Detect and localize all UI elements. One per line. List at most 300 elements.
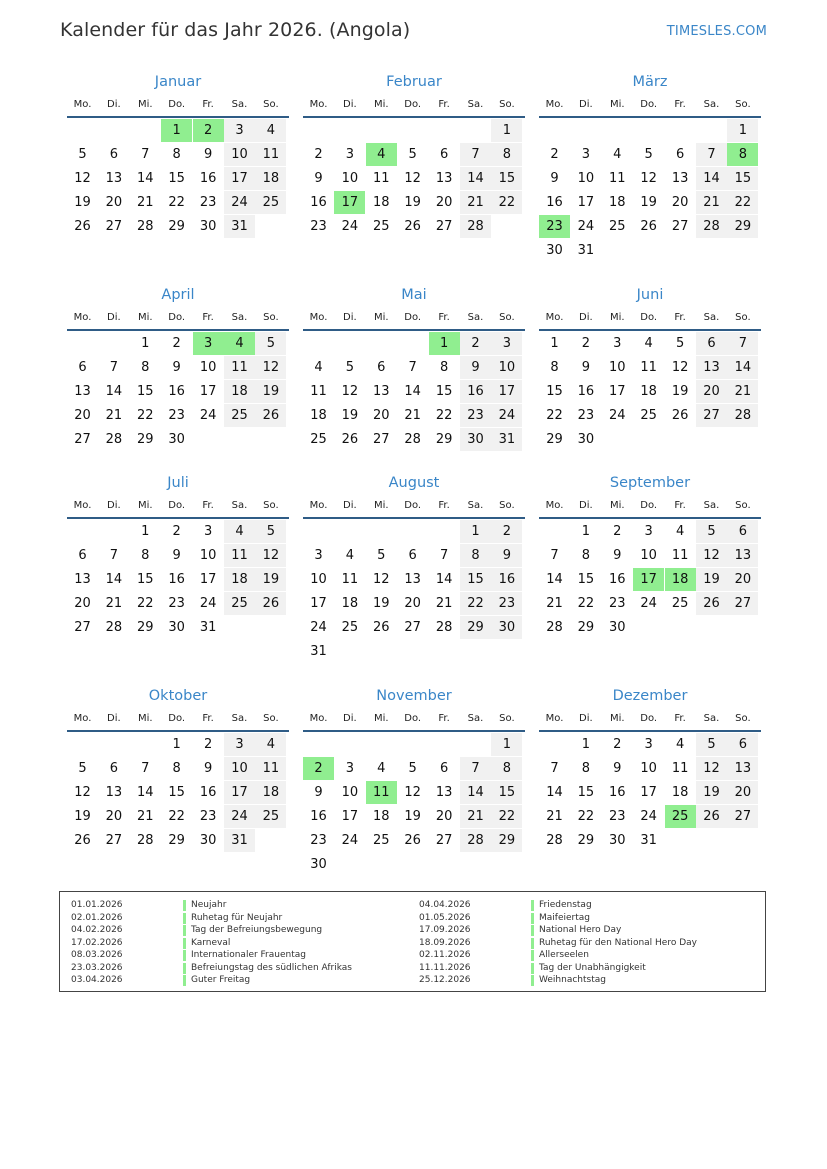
day-cell[interactable]: 30 — [199, 219, 217, 234]
day-cell[interactable]: 1 — [460, 520, 491, 543]
day-cell[interactable]: 15 — [460, 568, 491, 591]
day-cell[interactable]: 14 — [105, 572, 123, 587]
day-cell[interactable]: 31 — [640, 833, 657, 848]
holiday-day-cell[interactable]: 3 — [193, 332, 224, 355]
day-cell[interactable]: 19 — [255, 568, 286, 591]
day-cell[interactable]: 10 — [199, 548, 217, 563]
day-cell[interactable]: 3 — [644, 524, 653, 539]
day-cell[interactable]: 24 — [491, 404, 522, 427]
day-cell[interactable]: 8 — [491, 143, 522, 166]
day-cell[interactable]: 30 — [168, 620, 185, 635]
day-cell[interactable]: 3 — [224, 733, 255, 756]
day-cell[interactable]: 3 — [613, 336, 622, 351]
day-cell[interactable]: 24 — [577, 219, 595, 234]
day-cell[interactable]: 7 — [109, 548, 119, 563]
day-cell[interactable]: 3 — [203, 524, 213, 539]
day-cell[interactable]: 6 — [727, 733, 758, 756]
day-cell[interactable]: 25 — [373, 833, 390, 848]
day-cell[interactable]: 28 — [105, 432, 123, 447]
holiday-day-cell[interactable]: 4 — [224, 332, 255, 355]
day-cell[interactable]: 1 — [491, 733, 522, 756]
day-cell[interactable]: 17 — [310, 596, 327, 611]
day-cell[interactable]: 2 — [172, 336, 181, 351]
day-cell[interactable]: 27 — [74, 432, 91, 447]
holiday-day-cell[interactable]: 8 — [727, 143, 758, 166]
day-cell[interactable]: 9 — [203, 147, 213, 162]
day-cell[interactable]: 19 — [74, 195, 91, 210]
day-cell[interactable]: 12 — [671, 360, 689, 375]
day-cell[interactable]: 30 — [491, 616, 522, 639]
day-cell[interactable]: 5 — [696, 520, 727, 543]
day-cell[interactable]: 18 — [341, 596, 359, 611]
day-cell[interactable]: 24 — [224, 191, 255, 214]
day-cell[interactable]: 11 — [224, 544, 255, 567]
day-cell[interactable]: 4 — [644, 336, 653, 351]
day-cell[interactable]: 24 — [310, 620, 327, 635]
day-cell[interactable]: 30 — [199, 833, 217, 848]
day-cell[interactable]: 21 — [137, 195, 154, 210]
day-cell[interactable]: 27 — [727, 592, 758, 615]
day-cell[interactable]: 19 — [696, 568, 727, 591]
day-cell[interactable]: 31 — [491, 428, 522, 451]
day-cell[interactable]: 25 — [671, 596, 689, 611]
day-cell[interactable]: 28 — [137, 219, 154, 234]
holiday-day-cell[interactable]: 25 — [665, 805, 696, 828]
day-cell[interactable]: 20 — [727, 781, 758, 804]
day-cell[interactable]: 4 — [255, 733, 286, 756]
day-cell[interactable]: 20 — [727, 568, 758, 591]
day-cell[interactable]: 15 — [546, 384, 563, 399]
holiday-day-cell[interactable]: 17 — [334, 191, 365, 214]
day-cell[interactable]: 4 — [314, 360, 323, 375]
day-cell[interactable]: 11 — [640, 360, 657, 375]
day-cell[interactable]: 2 — [172, 524, 181, 539]
day-cell[interactable]: 24 — [199, 596, 217, 611]
day-cell[interactable]: 12 — [696, 544, 727, 567]
day-cell[interactable]: 22 — [168, 195, 185, 210]
day-cell[interactable]: 14 — [727, 356, 758, 379]
site-link[interactable]: TIMESLES.COM — [666, 24, 767, 39]
day-cell[interactable]: 29 — [546, 432, 563, 447]
day-cell[interactable]: 1 — [581, 524, 591, 539]
day-cell[interactable]: 27 — [435, 833, 453, 848]
day-cell[interactable]: 22 — [137, 596, 154, 611]
day-cell[interactable]: 15 — [435, 384, 453, 399]
day-cell[interactable]: 25 — [341, 620, 359, 635]
day-cell[interactable]: 10 — [609, 360, 626, 375]
day-cell[interactable]: 25 — [224, 592, 255, 615]
day-cell[interactable]: 10 — [341, 171, 359, 186]
day-cell[interactable]: 9 — [172, 548, 181, 563]
day-cell[interactable]: 23 — [199, 195, 217, 210]
day-cell[interactable]: 16 — [609, 572, 626, 587]
day-cell[interactable]: 9 — [613, 548, 622, 563]
day-cell[interactable]: 18 — [224, 568, 255, 591]
day-cell[interactable]: 13 — [435, 171, 453, 186]
day-cell[interactable]: 3 — [491, 332, 522, 355]
day-cell[interactable]: 3 — [224, 119, 255, 142]
day-cell[interactable]: 28 — [460, 829, 491, 852]
day-cell[interactable]: 1 — [727, 119, 758, 142]
day-cell[interactable]: 26 — [255, 404, 286, 427]
day-cell[interactable]: 2 — [613, 737, 622, 752]
day-cell[interactable]: 24 — [199, 408, 217, 423]
day-cell[interactable]: 11 — [310, 384, 327, 399]
day-cell[interactable]: 29 — [435, 432, 453, 447]
day-cell[interactable]: 18 — [640, 384, 657, 399]
day-cell[interactable]: 13 — [671, 171, 689, 186]
day-cell[interactable]: 29 — [577, 833, 595, 848]
day-cell[interactable]: 12 — [74, 785, 91, 800]
day-cell[interactable]: 25 — [310, 432, 327, 447]
day-cell[interactable]: 14 — [460, 167, 491, 190]
day-cell[interactable]: 22 — [168, 809, 185, 824]
day-cell[interactable]: 24 — [224, 805, 255, 828]
day-cell[interactable]: 12 — [404, 785, 421, 800]
day-cell[interactable]: 19 — [341, 408, 359, 423]
day-cell[interactable]: 12 — [640, 171, 657, 186]
day-cell[interactable]: 20 — [696, 380, 727, 403]
day-cell[interactable]: 3 — [314, 548, 323, 563]
day-cell[interactable]: 26 — [341, 432, 359, 447]
day-cell[interactable]: 30 — [577, 432, 595, 447]
day-cell[interactable]: 27 — [435, 219, 453, 234]
day-cell[interactable]: 30 — [168, 432, 185, 447]
day-cell[interactable]: 18 — [373, 195, 390, 210]
day-cell[interactable]: 10 — [577, 171, 595, 186]
day-cell[interactable]: 13 — [74, 572, 91, 587]
day-cell[interactable]: 7 — [550, 761, 559, 776]
day-cell[interactable]: 6 — [439, 761, 449, 776]
day-cell[interactable]: 9 — [460, 356, 491, 379]
day-cell[interactable]: 29 — [137, 620, 154, 635]
day-cell[interactable]: 16 — [199, 171, 217, 186]
day-cell[interactable]: 15 — [577, 572, 595, 587]
day-cell[interactable]: 4 — [675, 737, 685, 752]
day-cell[interactable]: 26 — [696, 805, 727, 828]
day-cell[interactable]: 28 — [105, 620, 123, 635]
day-cell[interactable]: 25 — [255, 805, 286, 828]
day-cell[interactable]: 8 — [141, 360, 150, 375]
day-cell[interactable]: 3 — [644, 737, 653, 752]
day-cell[interactable]: 16 — [546, 195, 563, 210]
day-cell[interactable]: 5 — [408, 147, 417, 162]
day-cell[interactable]: 16 — [460, 380, 491, 403]
day-cell[interactable]: 8 — [439, 360, 449, 375]
day-cell[interactable]: 30 — [609, 620, 626, 635]
day-cell[interactable]: 18 — [224, 380, 255, 403]
day-cell[interactable]: 15 — [491, 167, 522, 190]
day-cell[interactable]: 6 — [109, 147, 119, 162]
day-cell[interactable]: 18 — [255, 781, 286, 804]
day-cell[interactable]: 12 — [74, 171, 91, 186]
day-cell[interactable]: 6 — [727, 520, 758, 543]
day-cell[interactable]: 1 — [581, 737, 591, 752]
day-cell[interactable]: 16 — [199, 785, 217, 800]
day-cell[interactable]: 28 — [460, 215, 491, 238]
day-cell[interactable]: 14 — [696, 167, 727, 190]
holiday-day-cell[interactable]: 11 — [366, 781, 397, 804]
day-cell[interactable]: 12 — [255, 544, 286, 567]
day-cell[interactable]: 9 — [172, 360, 181, 375]
day-cell[interactable]: 26 — [640, 219, 657, 234]
day-cell[interactable]: 21 — [105, 408, 123, 423]
day-cell[interactable]: 13 — [373, 384, 390, 399]
day-cell[interactable]: 15 — [168, 785, 185, 800]
day-cell[interactable]: 5 — [255, 332, 286, 355]
day-cell[interactable]: 8 — [581, 761, 591, 776]
day-cell[interactable]: 24 — [341, 219, 359, 234]
day-cell[interactable]: 13 — [404, 572, 421, 587]
day-cell[interactable]: 3 — [345, 761, 355, 776]
day-cell[interactable]: 16 — [168, 572, 185, 587]
day-cell[interactable]: 23 — [168, 408, 185, 423]
day-cell[interactable]: 10 — [640, 548, 657, 563]
day-cell[interactable]: 28 — [727, 404, 758, 427]
day-cell[interactable]: 25 — [609, 219, 626, 234]
day-cell[interactable]: 11 — [609, 171, 626, 186]
day-cell[interactable]: 13 — [696, 356, 727, 379]
day-cell[interactable]: 28 — [435, 620, 453, 635]
holiday-day-cell[interactable]: 4 — [366, 143, 397, 166]
day-cell[interactable]: 7 — [109, 360, 119, 375]
day-cell[interactable]: 20 — [435, 809, 453, 824]
day-cell[interactable]: 17 — [577, 195, 595, 210]
day-cell[interactable]: 4 — [345, 548, 355, 563]
day-cell[interactable]: 21 — [460, 805, 491, 828]
day-cell[interactable]: 17 — [491, 380, 522, 403]
day-cell[interactable]: 15 — [577, 785, 595, 800]
day-cell[interactable]: 20 — [74, 408, 91, 423]
day-cell[interactable]: 18 — [671, 785, 689, 800]
day-cell[interactable]: 6 — [377, 360, 386, 375]
day-cell[interactable]: 21 — [404, 408, 421, 423]
day-cell[interactable]: 7 — [460, 757, 491, 780]
day-cell[interactable]: 28 — [546, 833, 563, 848]
day-cell[interactable]: 2 — [550, 147, 559, 162]
day-cell[interactable]: 5 — [675, 336, 685, 351]
day-cell[interactable]: 2 — [314, 147, 323, 162]
day-cell[interactable]: 12 — [373, 572, 390, 587]
day-cell[interactable]: 25 — [373, 219, 390, 234]
day-cell[interactable]: 21 — [137, 809, 154, 824]
day-cell[interactable]: 5 — [377, 548, 386, 563]
day-cell[interactable]: 23 — [310, 833, 327, 848]
day-cell[interactable]: 21 — [105, 596, 123, 611]
day-cell[interactable]: 14 — [435, 572, 453, 587]
day-cell[interactable]: 15 — [137, 572, 154, 587]
day-cell[interactable]: 27 — [105, 219, 123, 234]
day-cell[interactable]: 26 — [671, 408, 689, 423]
day-cell[interactable]: 23 — [310, 219, 327, 234]
holiday-day-cell[interactable]: 23 — [539, 215, 570, 238]
holiday-day-cell[interactable]: 2 — [193, 119, 224, 142]
day-cell[interactable]: 2 — [203, 737, 213, 752]
day-cell[interactable]: 22 — [577, 596, 595, 611]
holiday-day-cell[interactable]: 2 — [303, 757, 334, 780]
day-cell[interactable]: 25 — [224, 404, 255, 427]
day-cell[interactable]: 13 — [105, 785, 123, 800]
day-cell[interactable]: 14 — [105, 384, 123, 399]
day-cell[interactable]: 20 — [404, 596, 421, 611]
day-cell[interactable]: 28 — [137, 833, 154, 848]
day-cell[interactable]: 24 — [609, 408, 626, 423]
day-cell[interactable]: 11 — [255, 143, 286, 166]
day-cell[interactable]: 7 — [408, 360, 417, 375]
day-cell[interactable]: 28 — [546, 620, 563, 635]
day-cell[interactable]: 17 — [199, 572, 217, 587]
day-cell[interactable]: 19 — [671, 384, 689, 399]
day-cell[interactable]: 6 — [675, 147, 685, 162]
day-cell[interactable]: 22 — [137, 408, 154, 423]
day-cell[interactable]: 12 — [696, 757, 727, 780]
day-cell[interactable]: 9 — [581, 360, 591, 375]
day-cell[interactable]: 7 — [439, 548, 449, 563]
day-cell[interactable]: 23 — [609, 809, 626, 824]
day-cell[interactable]: 20 — [373, 408, 390, 423]
day-cell[interactable]: 8 — [550, 360, 559, 375]
day-cell[interactable]: 11 — [671, 761, 689, 776]
day-cell[interactable]: 19 — [696, 781, 727, 804]
day-cell[interactable]: 20 — [105, 809, 123, 824]
day-cell[interactable]: 28 — [696, 215, 727, 238]
day-cell[interactable]: 1 — [491, 119, 522, 142]
day-cell[interactable]: 10 — [310, 572, 327, 587]
day-cell[interactable]: 7 — [550, 548, 559, 563]
day-cell[interactable]: 13 — [105, 171, 123, 186]
day-cell[interactable]: 6 — [696, 332, 727, 355]
day-cell[interactable]: 22 — [491, 191, 522, 214]
day-cell[interactable]: 26 — [74, 219, 91, 234]
day-cell[interactable]: 7 — [727, 332, 758, 355]
day-cell[interactable]: 16 — [168, 384, 185, 399]
day-cell[interactable]: 11 — [255, 757, 286, 780]
day-cell[interactable]: 8 — [460, 544, 491, 567]
day-cell[interactable]: 16 — [577, 384, 595, 399]
day-cell[interactable]: 27 — [727, 805, 758, 828]
day-cell[interactable]: 17 — [224, 781, 255, 804]
day-cell[interactable]: 15 — [137, 384, 154, 399]
day-cell[interactable]: 22 — [577, 809, 595, 824]
day-cell[interactable]: 16 — [491, 568, 522, 591]
day-cell[interactable]: 29 — [137, 432, 154, 447]
day-cell[interactable]: 15 — [727, 167, 758, 190]
day-cell[interactable]: 10 — [341, 785, 359, 800]
day-cell[interactable]: 11 — [224, 356, 255, 379]
day-cell[interactable]: 8 — [172, 147, 181, 162]
day-cell[interactable]: 2 — [491, 520, 522, 543]
day-cell[interactable]: 9 — [550, 171, 559, 186]
day-cell[interactable]: 13 — [435, 785, 453, 800]
day-cell[interactable]: 29 — [491, 829, 522, 852]
day-cell[interactable]: 29 — [727, 215, 758, 238]
day-cell[interactable]: 10 — [491, 356, 522, 379]
day-cell[interactable]: 13 — [727, 544, 758, 567]
day-cell[interactable]: 4 — [613, 147, 622, 162]
day-cell[interactable]: 22 — [727, 191, 758, 214]
day-cell[interactable]: 30 — [609, 833, 626, 848]
day-cell[interactable]: 2 — [581, 336, 591, 351]
day-cell[interactable]: 17 — [640, 785, 657, 800]
holiday-day-cell[interactable]: 17 — [633, 568, 664, 591]
day-cell[interactable]: 10 — [224, 143, 255, 166]
day-cell[interactable]: 18 — [255, 167, 286, 190]
day-cell[interactable]: 4 — [255, 119, 286, 142]
holiday-day-cell[interactable]: 1 — [429, 332, 460, 355]
day-cell[interactable]: 19 — [404, 195, 421, 210]
day-cell[interactable]: 5 — [408, 761, 417, 776]
day-cell[interactable]: 1 — [172, 737, 181, 752]
day-cell[interactable]: 12 — [341, 384, 359, 399]
day-cell[interactable]: 26 — [404, 833, 421, 848]
day-cell[interactable]: 20 — [105, 195, 123, 210]
day-cell[interactable]: 2 — [460, 332, 491, 355]
day-cell[interactable]: 16 — [310, 195, 327, 210]
day-cell[interactable]: 23 — [577, 408, 595, 423]
day-cell[interactable]: 13 — [74, 384, 91, 399]
day-cell[interactable]: 14 — [404, 384, 421, 399]
day-cell[interactable]: 7 — [696, 143, 727, 166]
day-cell[interactable]: 5 — [78, 147, 87, 162]
day-cell[interactable]: 31 — [224, 829, 255, 852]
day-cell[interactable]: 28 — [404, 432, 421, 447]
day-cell[interactable]: 14 — [137, 785, 154, 800]
day-cell[interactable]: 21 — [435, 596, 453, 611]
day-cell[interactable]: 24 — [640, 809, 657, 824]
day-cell[interactable]: 13 — [727, 757, 758, 780]
day-cell[interactable]: 18 — [373, 809, 390, 824]
day-cell[interactable]: 18 — [609, 195, 626, 210]
day-cell[interactable]: 21 — [546, 596, 563, 611]
day-cell[interactable]: 4 — [224, 520, 255, 543]
day-cell[interactable]: 17 — [224, 167, 255, 190]
day-cell[interactable]: 5 — [345, 360, 355, 375]
day-cell[interactable]: 6 — [439, 147, 449, 162]
day-cell[interactable]: 9 — [491, 544, 522, 567]
day-cell[interactable]: 5 — [78, 761, 87, 776]
day-cell[interactable]: 22 — [546, 408, 563, 423]
day-cell[interactable]: 19 — [255, 380, 286, 403]
day-cell[interactable]: 31 — [224, 215, 255, 238]
day-cell[interactable]: 4 — [377, 761, 386, 776]
day-cell[interactable]: 30 — [310, 857, 327, 872]
day-cell[interactable]: 25 — [640, 408, 657, 423]
day-cell[interactable]: 20 — [435, 195, 453, 210]
day-cell[interactable]: 22 — [435, 408, 453, 423]
day-cell[interactable]: 24 — [341, 833, 359, 848]
day-cell[interactable]: 30 — [460, 428, 491, 451]
day-cell[interactable]: 5 — [644, 147, 653, 162]
day-cell[interactable]: 4 — [675, 524, 685, 539]
day-cell[interactable]: 26 — [255, 592, 286, 615]
day-cell[interactable]: 10 — [224, 757, 255, 780]
day-cell[interactable]: 15 — [168, 171, 185, 186]
day-cell[interactable]: 9 — [613, 761, 622, 776]
day-cell[interactable]: 19 — [74, 809, 91, 824]
day-cell[interactable]: 14 — [546, 785, 563, 800]
day-cell[interactable]: 11 — [341, 572, 359, 587]
day-cell[interactable]: 26 — [696, 592, 727, 615]
day-cell[interactable]: 16 — [609, 785, 626, 800]
day-cell[interactable]: 6 — [408, 548, 417, 563]
day-cell[interactable]: 21 — [696, 191, 727, 214]
day-cell[interactable]: 23 — [168, 596, 185, 611]
day-cell[interactable]: 10 — [640, 761, 657, 776]
day-cell[interactable]: 26 — [404, 219, 421, 234]
day-cell[interactable]: 19 — [404, 809, 421, 824]
day-cell[interactable]: 14 — [137, 171, 154, 186]
day-cell[interactable]: 9 — [203, 761, 213, 776]
